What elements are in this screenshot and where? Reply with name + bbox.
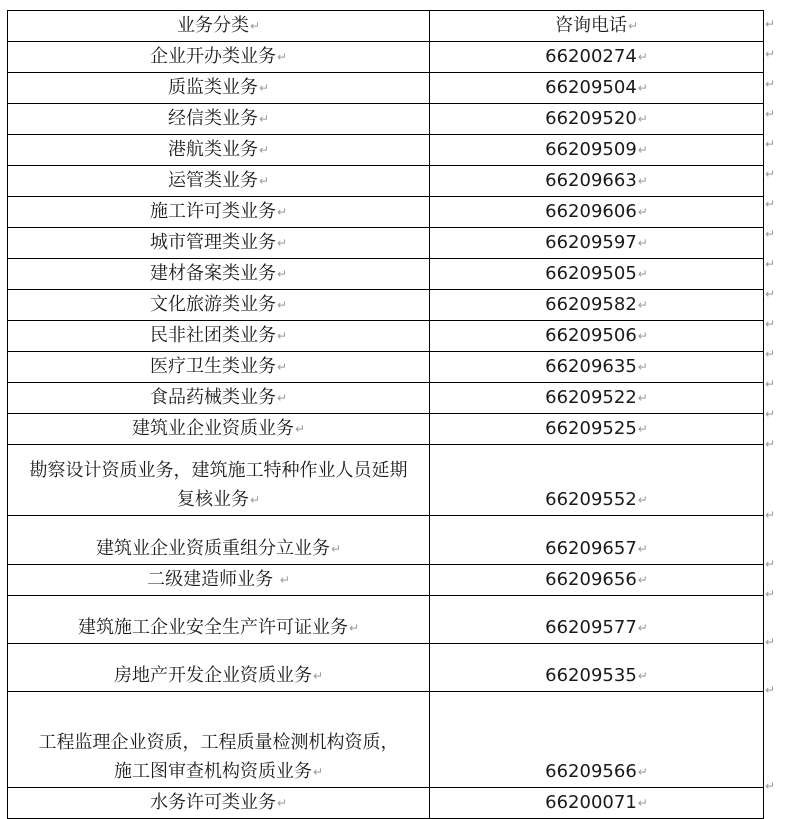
- table-row: [8, 135, 764, 166]
- category-text: 建筑业企业资质重组分立业务: [95, 538, 330, 559]
- row-end-mark-icon: ↵: [765, 227, 776, 241]
- phone-number: 66209522: [545, 387, 637, 408]
- paragraph-mark-icon: ↵: [276, 205, 288, 219]
- phone-number: 66209525: [545, 418, 637, 439]
- paragraph-mark-icon: ↵: [276, 329, 288, 343]
- category-cell: [8, 166, 430, 197]
- phone-cell: [430, 135, 764, 166]
- category-cell: [8, 228, 430, 259]
- category-text: 建材备案类业务: [149, 263, 276, 284]
- paragraph-mark-icon: ↵: [637, 542, 648, 556]
- category-cell: [8, 644, 430, 692]
- paragraph-mark-icon: ↵: [312, 765, 324, 779]
- header-phone: [430, 11, 764, 42]
- paragraph-mark-icon: ↵: [637, 81, 648, 95]
- phone-cell: [430, 42, 764, 73]
- header-category: [8, 11, 430, 42]
- phone-number: 66209520: [545, 108, 637, 129]
- paragraph-mark-icon: ↵: [637, 669, 648, 683]
- phone-cell: [430, 290, 764, 321]
- row-end-mark-icon: ↵: [765, 197, 776, 211]
- category-text: 文化旅游类业务: [149, 294, 276, 315]
- table-row: [8, 104, 764, 135]
- phone-cell: [430, 321, 764, 352]
- category-text: 建筑业企业资质业务: [131, 418, 294, 439]
- row-end-mark-icon: ↵: [765, 167, 776, 181]
- phone-number: 66209506: [545, 325, 637, 346]
- phone-number: 66209505: [545, 263, 637, 284]
- category-cell: [8, 42, 430, 73]
- paragraph-mark-icon: ↵: [637, 573, 648, 587]
- table-row: [8, 73, 764, 104]
- table-row: [8, 290, 764, 321]
- paragraph-mark-icon: ↵: [627, 19, 639, 33]
- table-row: [8, 516, 764, 565]
- table-row: [8, 414, 764, 445]
- phone-number: 66209656: [545, 569, 637, 590]
- phone-cell: [430, 414, 764, 445]
- category-text: 医疗卫生类业务: [149, 356, 276, 377]
- phone-number: 66209635: [545, 356, 637, 377]
- phone-cell: [430, 166, 764, 197]
- paragraph-mark-icon: ↵: [258, 81, 270, 95]
- phone-cell: [430, 197, 764, 228]
- category-cell: [8, 383, 430, 414]
- paragraph-mark-icon: ↵: [330, 542, 342, 556]
- category-text: 运管类业务: [167, 170, 258, 191]
- paragraph-mark-icon: ↵: [294, 422, 306, 436]
- paragraph-mark-icon: ↵: [637, 174, 648, 188]
- paragraph-mark-icon: ↵: [637, 267, 648, 281]
- phone-number: 66209606: [545, 201, 637, 222]
- phone-cell: [430, 788, 764, 819]
- category-text: 经信类业务: [167, 108, 258, 129]
- header-category-label: 业务分类: [176, 15, 249, 36]
- phone-number: 66209552: [545, 489, 637, 510]
- paragraph-mark-icon: ↵: [637, 143, 648, 157]
- paragraph-mark-icon: ↵: [637, 422, 648, 436]
- table-row: [8, 42, 764, 73]
- row-end-mark-icon: ↵: [765, 77, 776, 91]
- header-phone-label: 咨询电话: [554, 15, 627, 36]
- paragraph-mark-icon: ↵: [637, 796, 648, 810]
- row-end-mark-icon: ↵: [765, 347, 776, 361]
- category-cell: [8, 135, 430, 166]
- phone-cell: [430, 228, 764, 259]
- paragraph-mark-icon: ↵: [276, 298, 288, 312]
- phone-cell: [430, 73, 764, 104]
- row-end-mark-icon: ↵: [765, 137, 776, 151]
- row-end-mark-icon: ↵: [765, 47, 776, 61]
- paragraph-mark-icon: ↵: [637, 621, 648, 635]
- paragraph-mark-icon: ↵: [637, 765, 648, 779]
- phone-number: 66209582: [545, 294, 637, 315]
- phone-number: 66200274: [545, 46, 637, 67]
- phone-cell: [430, 445, 764, 516]
- table-row: [8, 228, 764, 259]
- row-end-mark-icon: ↵: [765, 257, 776, 271]
- category-cell: [8, 259, 430, 290]
- paragraph-mark-icon: ↵: [249, 493, 261, 507]
- row-end-mark-icon: ↵: [765, 377, 776, 391]
- category-cell: [8, 73, 430, 104]
- category-cell: [8, 445, 430, 516]
- paragraph-mark-icon: ↵: [637, 329, 648, 343]
- category-text: 工程监理企业资质，工程质量检测机构资质，施工图审查机构资质业务: [38, 732, 399, 782]
- paragraph-mark-icon: ↵: [637, 391, 648, 405]
- row-end-mark-icon: ↵: [765, 287, 776, 301]
- paragraph-mark-icon: ↵: [249, 19, 261, 33]
- table-header-row: [8, 11, 764, 42]
- phone-cell: [430, 644, 764, 692]
- row-end-mark-icon: ↵: [765, 317, 776, 331]
- category-cell: [8, 788, 430, 819]
- table-row: [8, 259, 764, 290]
- row-end-mark-icon: ↵: [765, 587, 776, 601]
- phone-number: 66209535: [545, 665, 637, 686]
- paragraph-mark-icon: ↵: [258, 174, 270, 188]
- category-cell: [8, 565, 430, 596]
- row-end-mark-icon: ↵: [765, 107, 776, 121]
- paragraph-mark-icon: ↵: [637, 298, 648, 312]
- phone-number: 66209504: [545, 77, 637, 98]
- table-row: [8, 166, 764, 197]
- table-row: [8, 692, 764, 788]
- phone-number: 66209577: [545, 617, 637, 638]
- phone-number: 66200071: [545, 792, 637, 813]
- phone-cell: [430, 516, 764, 565]
- paragraph-mark-icon: ↵: [637, 493, 648, 507]
- category-cell: [8, 596, 430, 644]
- phone-cell: [430, 352, 764, 383]
- category-text: 水务许可类业务: [149, 792, 276, 813]
- row-end-mark-icon: ↵: [765, 437, 776, 451]
- category-text: 港航类业务: [167, 139, 258, 160]
- category-text: 建筑施工企业安全生产许可证业务: [77, 617, 348, 638]
- paragraph-mark-icon: ↵: [312, 669, 324, 683]
- paragraph-mark-icon: ↵: [276, 391, 288, 405]
- table-row: [8, 644, 764, 692]
- phone-cell: [430, 596, 764, 644]
- phone-number: 66209509: [545, 139, 637, 160]
- phone-cell: [430, 565, 764, 596]
- table-row: [8, 788, 764, 819]
- phone-number: 66209657: [545, 538, 637, 559]
- category-text: 二级建造师业务: [147, 569, 279, 590]
- category-text: 城市管理类业务: [149, 232, 276, 253]
- row-end-mark-icon: ↵: [765, 635, 776, 649]
- phone-cell: [430, 259, 764, 290]
- row-end-mark-icon: ↵: [765, 683, 776, 697]
- paragraph-mark-icon: ↵: [279, 573, 290, 587]
- paragraph-mark-icon: ↵: [276, 236, 288, 250]
- category-cell: [8, 352, 430, 383]
- paragraph-mark-icon: ↵: [276, 360, 288, 374]
- paragraph-mark-icon: ↵: [276, 267, 288, 281]
- phone-number: 66209663: [545, 170, 637, 191]
- category-cell: [8, 197, 430, 228]
- paragraph-mark-icon: ↵: [637, 112, 648, 126]
- table-row: [8, 445, 764, 516]
- row-end-mark-icon: ↵: [765, 17, 776, 31]
- row-end-mark-icon: ↵: [765, 779, 776, 793]
- category-text: 民非社团类业务: [149, 325, 276, 346]
- category-cell: [8, 321, 430, 352]
- business-phone-table: [7, 10, 764, 819]
- table-row: [8, 383, 764, 414]
- table-row: [8, 596, 764, 644]
- paragraph-mark-icon: ↵: [637, 360, 648, 374]
- paragraph-mark-icon: ↵: [258, 112, 270, 126]
- category-text: 食品药械类业务: [149, 387, 276, 408]
- paragraph-mark-icon: ↵: [258, 143, 270, 157]
- category-cell: [8, 516, 430, 565]
- category-cell: [8, 104, 430, 135]
- row-end-mark-icon: ↵: [765, 508, 776, 522]
- paragraph-mark-icon: ↵: [276, 50, 288, 64]
- category-cell: [8, 290, 430, 321]
- phone-number: 66209597: [545, 232, 637, 253]
- category-text: 施工许可类业务: [149, 201, 276, 222]
- category-text: 质监类业务: [167, 77, 258, 98]
- table-row: [8, 352, 764, 383]
- paragraph-mark-icon: ↵: [276, 796, 288, 810]
- row-end-mark-icon: ↵: [765, 407, 776, 421]
- paragraph-mark-icon: ↵: [637, 50, 648, 64]
- phone-cell: [430, 692, 764, 788]
- paragraph-mark-icon: ↵: [637, 236, 648, 250]
- phone-cell: [430, 104, 764, 135]
- table-row: [8, 197, 764, 228]
- table-row: [8, 565, 764, 596]
- category-text: 勘察设计资质业务，建筑施工特种作业人员延期复核业务: [29, 460, 408, 510]
- row-end-mark-icon: ↵: [765, 557, 776, 571]
- table-row: [8, 321, 764, 352]
- phone-number: 66209566: [545, 761, 637, 782]
- category-cell: [8, 692, 430, 788]
- paragraph-mark-icon: ↵: [348, 621, 360, 635]
- category-cell: [8, 414, 430, 445]
- phone-cell: [430, 383, 764, 414]
- category-text: 企业开办类业务: [149, 46, 276, 67]
- category-text: 房地产开发企业资质业务: [113, 665, 312, 686]
- paragraph-mark-icon: ↵: [637, 205, 648, 219]
